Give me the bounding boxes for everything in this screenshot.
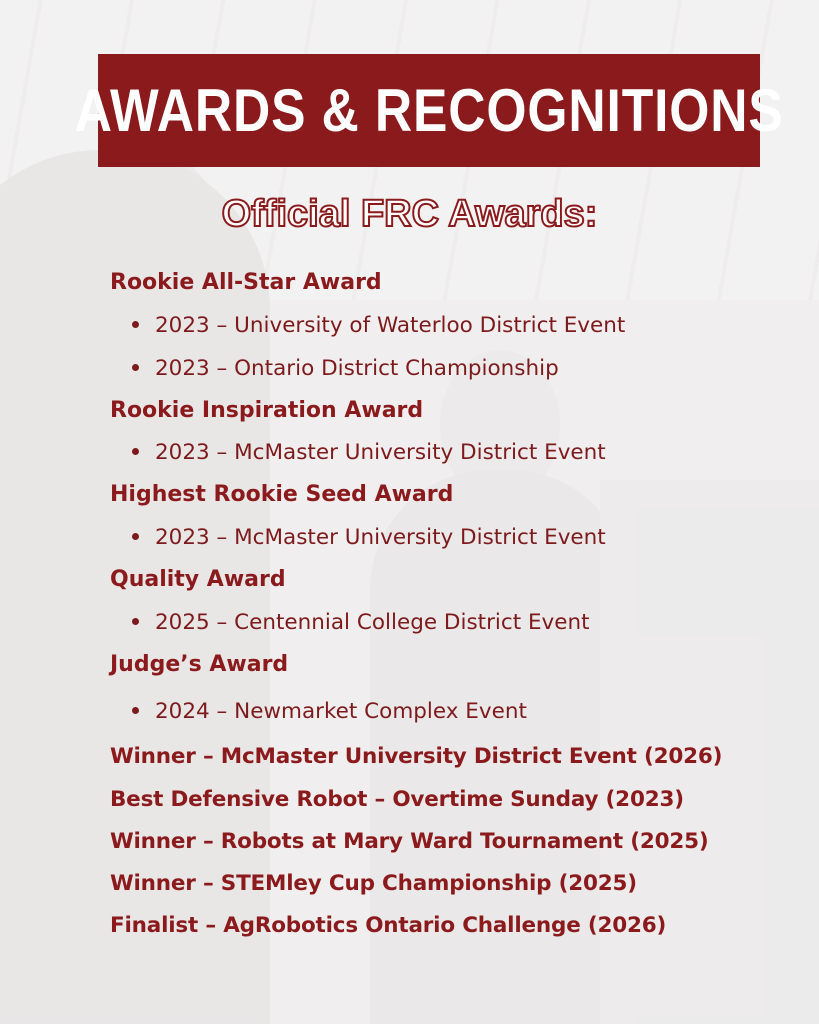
award-name: Rookie Inspiration Award bbox=[110, 398, 424, 423]
award-entry: 2025 – Centennial College District Event bbox=[132, 610, 590, 635]
bullet-icon bbox=[132, 321, 139, 328]
award-name: Highest Rookie Seed Award bbox=[110, 482, 454, 507]
other-award: Best Defensive Robot – Overtime Sunday (2023) bbox=[110, 787, 684, 812]
page-title: AWARDS & RECOGNITIONS bbox=[74, 77, 784, 144]
award-name: Quality Award bbox=[110, 567, 286, 592]
other-award: Finalist – AgRobotics Ontario Challenge (2026) bbox=[110, 913, 667, 938]
award-entry: 2023 – Ontario District Championship bbox=[132, 356, 559, 381]
award-name: Rookie All-Star Award bbox=[110, 270, 382, 295]
award-entry: 2023 – McMaster University District Event bbox=[132, 525, 606, 550]
award-entry: 2023 – McMaster University District Event bbox=[132, 440, 606, 465]
section-subtitle: Official FRC Awards: bbox=[221, 193, 598, 235]
title-banner bbox=[74, 54, 784, 167]
other-award: Winner – STEMley Cup Championship (2025) bbox=[110, 871, 637, 896]
bullet-icon bbox=[132, 707, 139, 714]
bullet-icon bbox=[132, 533, 139, 540]
award-name: Judge’s Award bbox=[110, 652, 289, 677]
award-entry: 2024 – Newmarket Complex Event bbox=[132, 699, 527, 724]
bullet-icon bbox=[132, 448, 139, 455]
award-entry: 2023 – University of Waterloo District Event bbox=[132, 313, 625, 338]
other-award: Winner – Robots at Mary Ward Tournament (2025) bbox=[110, 829, 709, 854]
bullet-icon bbox=[132, 364, 139, 371]
bullet-icon bbox=[132, 618, 139, 625]
other-award: Winner – McMaster University District Event (2026) bbox=[110, 744, 723, 769]
